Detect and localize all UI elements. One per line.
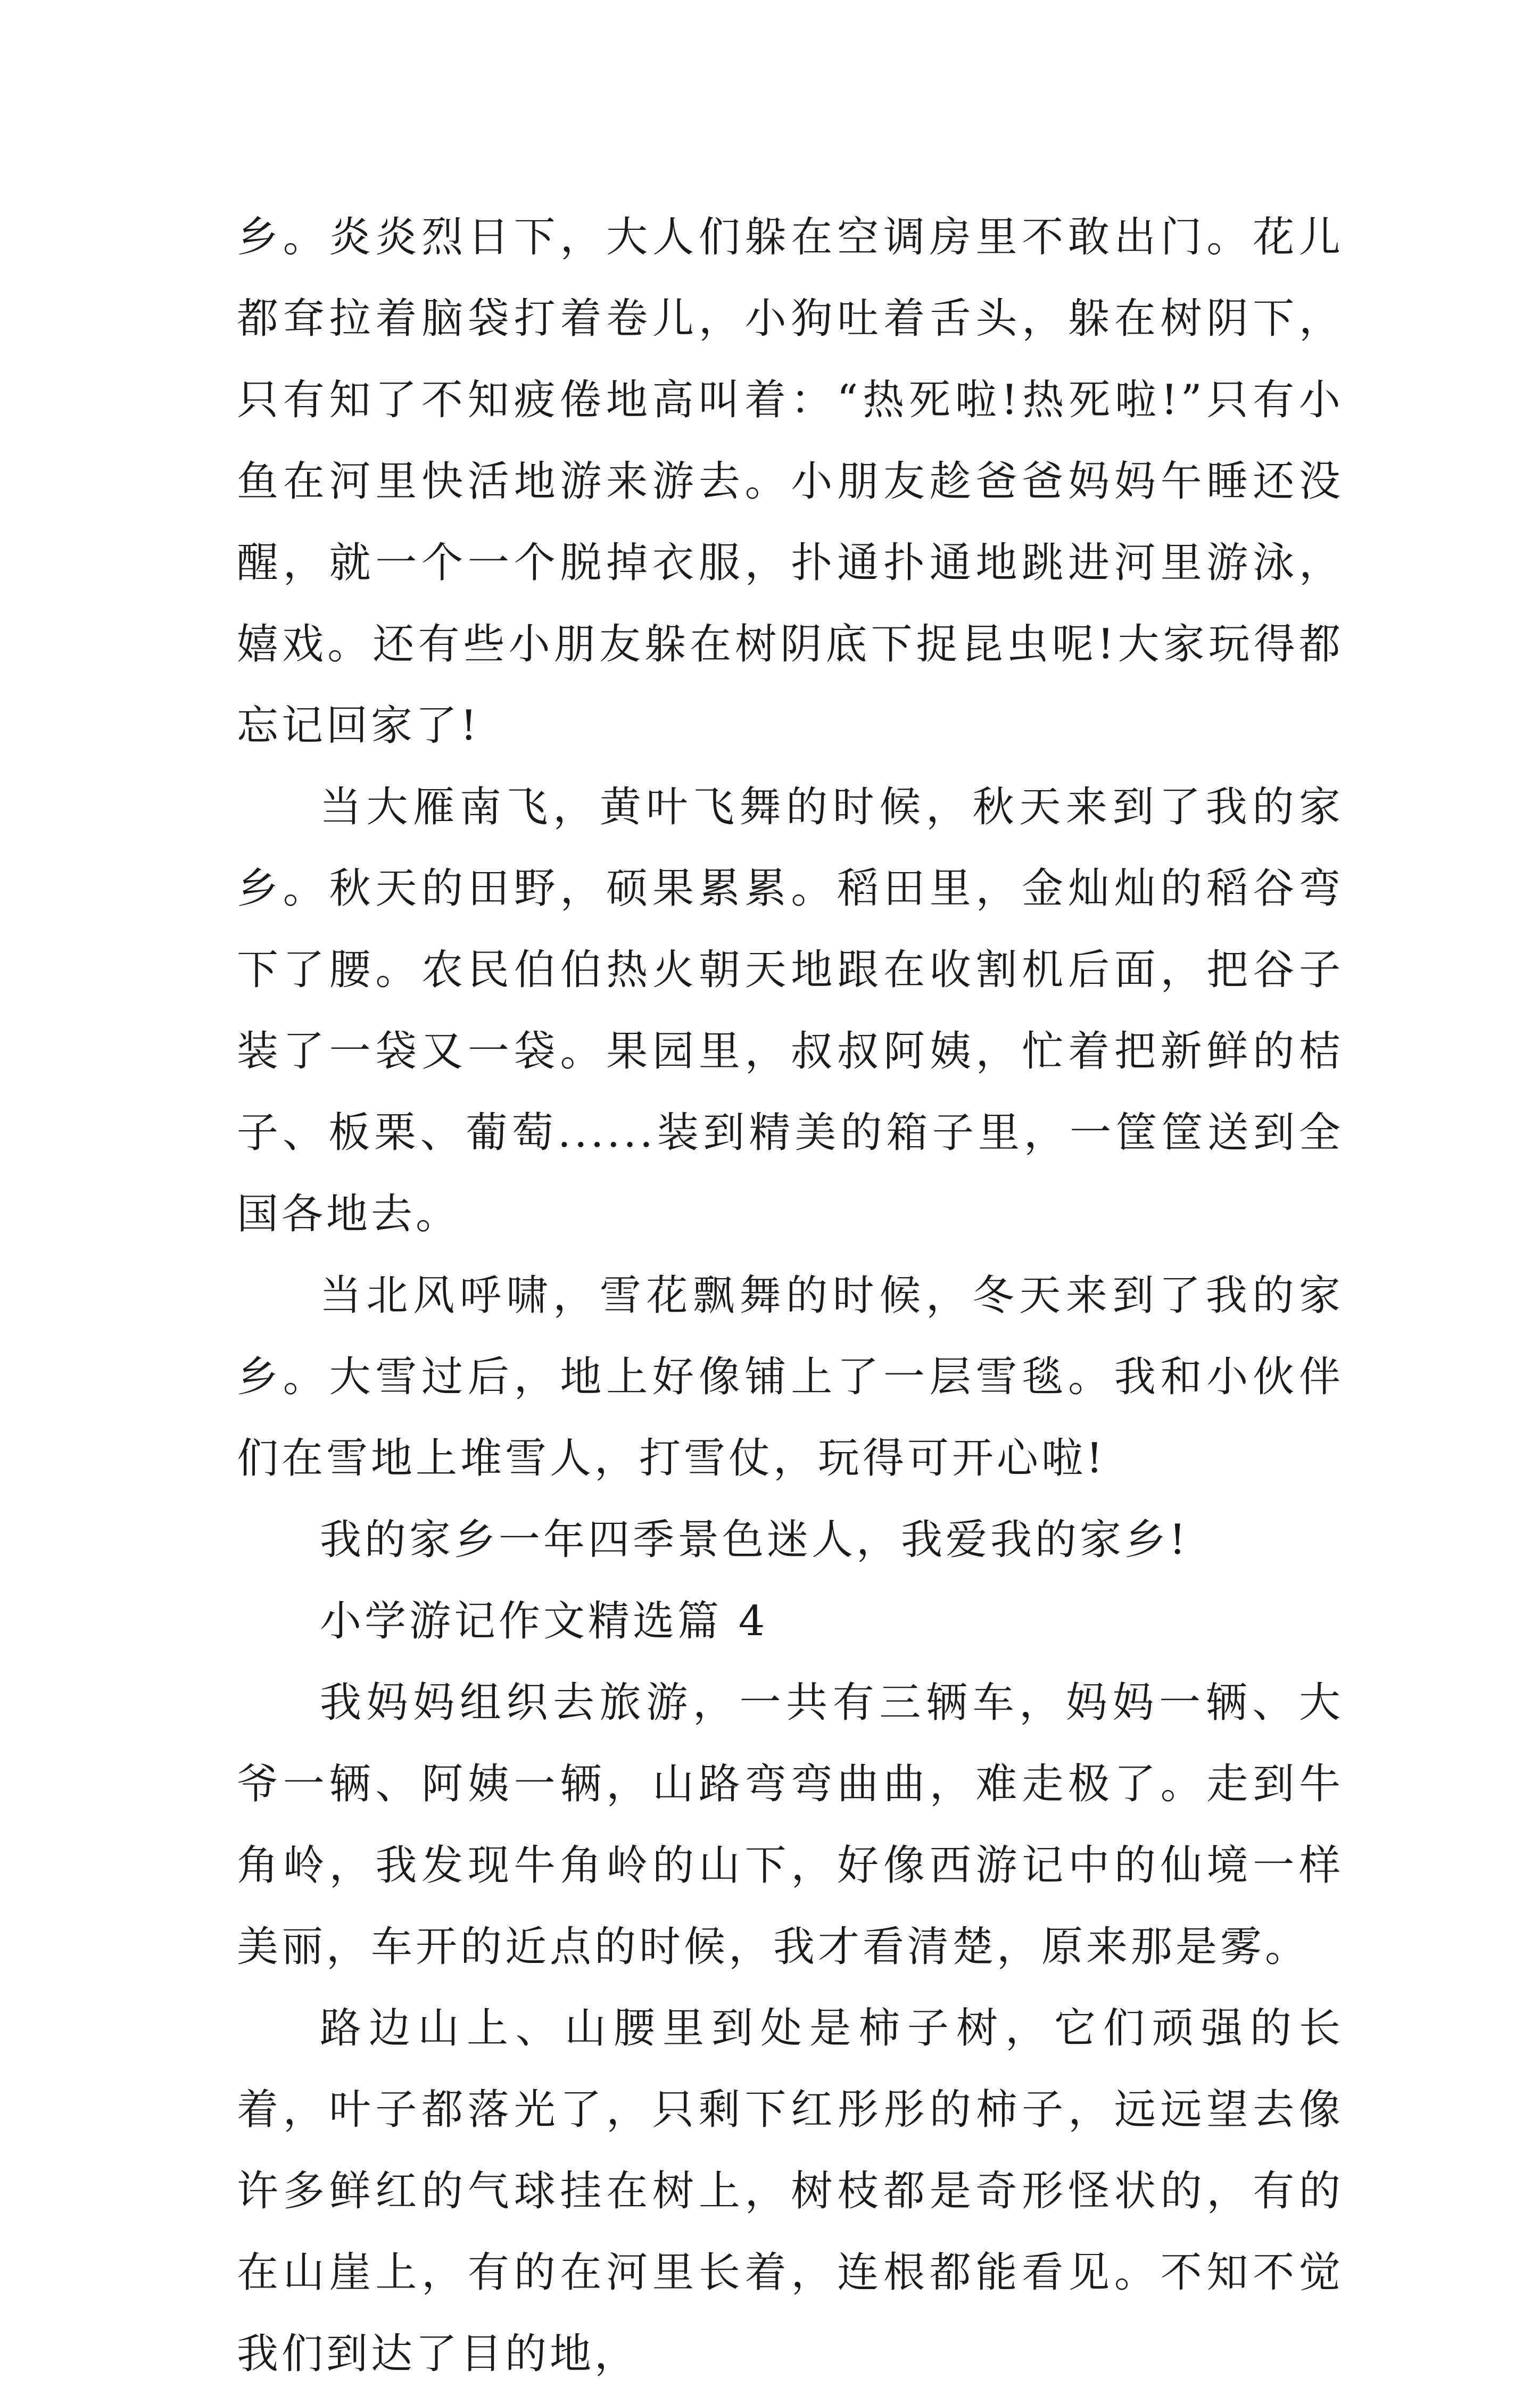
- article-body: [237, 197, 1344, 2395]
- paragraph-autumn: 当大雁南飞，黄叶飞舞的时候，秋天来到了我的家乡。秋天的田野，硕果累累。稻田里，金灿灿的稻谷弯下了腰。农民伯伯热火朝天地跟在收割机后面，把谷子装了一袋又一袋。果园里，叔叔阿姨，忙着把新鲜的桔子、板栗、葡萄......装到精美的箱子里，一筐筐送到全国各地去。: [237, 783, 1344, 1238]
- paragraph-conclusion: 我的家乡一年四季景色迷人，我爱我的家乡!: [320, 1516, 1189, 1564]
- section-heading: 小学游记作文精选篇 4: [320, 1597, 768, 1645]
- paragraph-winter: 当北风呼啸，雪花飘舞的时候，冬天来到了我的家乡。大雪过后，地上好像铺上了一层雪毯。我和小伙伴们在雪地上堆雪人，打雪仗，玩得可开心啦!: [237, 1272, 1344, 1482]
- paragraph-persimmon-trees: 路边山上、山腰里到处是柿子树，它们顽强的长着，叶子都落光了，只剩下红彤彤的柿子，远远望去像许多鲜红的气球挂在树上，树枝都是奇形怪状的，有的在山崖上，有的在河里长着，连根都能看见。不知不觉我们到达了目的地，: [237, 2004, 1344, 2378]
- paragraph-trip-intro: 我妈妈组织去旅游，一共有三辆车，妈妈一辆、大爷一辆、阿姨一辆，山路弯弯曲曲，难走极了。走到牛角岭，我发现牛角岭的山下，好像西游记中的仙境一样美丽，车开的近点的时候，我才看清楚，原来那是雾。: [237, 1679, 1344, 1971]
- paragraph-summer-continued: 乡。炎炎烈日下，大人们躲在空调房里不敢出门。花儿都耷拉着脑袋打着卷儿，小狗吐着舌头，躲在树阴下，只有知了不知疲倦地高叫着：“热死啦!热死啦!”只有小鱼在河里快活地游来游去。小朋友趁爸爸妈妈午睡还没醒，就一个一个脱掉衣服，扑通扑通地跳进河里游泳，嬉戏。还有些小朋友躲在树阴底下捉昆虫呢!大家玩得都忘记回家了!: [237, 213, 1344, 750]
